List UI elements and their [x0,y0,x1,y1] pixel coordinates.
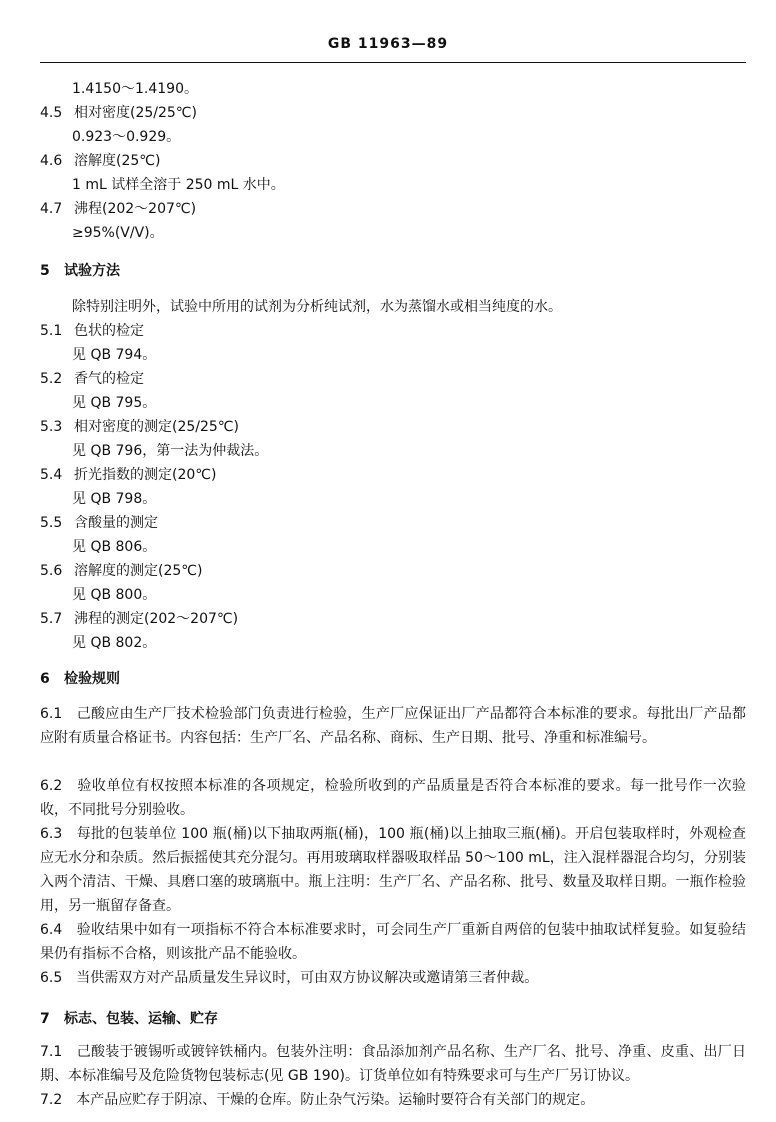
clause-5-3 [40,418,746,436]
section-number: 5 [40,263,50,279]
clause-number: 5.5 [40,515,63,531]
clause-title: 溶解度(25℃) [74,153,161,169]
refractive-index-value: 1.4150～1.4190。 [72,81,198,97]
clause-5-1-value: 见 QB 794。 [72,347,157,363]
section-number: 7 [40,1011,50,1027]
clause-title: 相对密度(25/25℃) [74,105,197,121]
clause-title: 溶解度的测定(25℃) [74,563,203,579]
clause-6-4: 6.4 验收结果中如有一项指标不符合本标准要求时，可会同生产厂重新自两倍的包装中抽取试样复验。如复验结果仍有指标不合格，则该批产品不能验收。 [40,922,746,962]
clause-title: 色状的检定 [74,323,144,339]
clause-5-2-value: 见 QB 795。 [72,395,157,411]
section-6-heading [40,670,746,688]
section-title: 标志、包装、运输、贮存 [64,1011,218,1027]
clause-4-6-value: 1 mL 试样全溶于 250 mL 水中。 [72,177,285,193]
clause-6-5: 6.5 当供需双方对产品质量发生异议时，可由双方协议解决或邀请第三者仲裁。 [40,970,539,986]
clause-4-7 [40,200,746,218]
section-title: 检验规则 [64,671,120,687]
clause-number: 5.1 [40,323,63,339]
clause-5-3-value: 见 QB 796，第一法为仲裁法。 [72,443,269,459]
clause-5-2 [40,370,746,388]
section-number: 6 [40,671,50,687]
section-5-intro: 除特别注明外，试验中所用的试剂为分析纯试剂，水为蒸馏水或相当纯度的水。 [72,299,562,315]
clause-7-2: 7.2 本产品应贮存于阴凉、干燥的仓库。防止杂气污染。运输时要符合有关部门的规定。 [40,1092,595,1108]
clause-number: 4.5 [40,105,63,121]
header-rule [40,62,746,63]
clause-title: 含酸量的测定 [74,515,158,531]
section-5-heading [40,262,746,280]
clause-4-7-value: ≥95%(V/V)。 [72,225,164,241]
clause-5-5-value: 见 QB 806。 [72,539,157,555]
section-title: 试验方法 [64,263,120,279]
clause-6-1: 6.1 己酸应由生产厂技术检验部门负责进行检验，生产厂应保证出厂产品都符合本标准的要求。每批出厂产品都应附有质量合格证书。内容包括：生产厂名、产品名称、商标、生产日期、批号、净重和标准编号。 [40,706,746,746]
clause-5-4-value: 见 QB 798。 [72,491,157,507]
clause-5-5 [40,514,746,532]
clause-4-6 [40,152,746,170]
page-header: GB 11963—89 [327,36,449,52]
clause-number: 4.6 [40,153,63,169]
clause-5-7-value: 见 QB 802。 [72,635,157,651]
clause-number: 5.3 [40,419,63,435]
clause-5-7 [40,610,746,628]
clause-number: 5.6 [40,563,63,579]
section-7-heading [40,1010,746,1028]
clause-5-6-value: 见 QB 800。 [72,587,157,603]
clause-number: 5.2 [40,371,63,387]
clause-title: 香气的检定 [74,371,144,387]
clause-6-3: 6.3 每批的包装单位 100 瓶(桶)以下抽取两瓶(桶)，100 瓶(桶)以上抽取三瓶(桶)。开启包装取样时，外观检查应无水分和杂质。然后振摇使其充分混匀。再用玻璃取样器吸取样品 50～100 mL，注入混样器混合均匀，分别装入两个清洁、干燥、具磨口塞的玻璃瓶中。瓶上注明：生产厂名、产品名称、批号、数量及取样日期。一瓶作检验用，另一瓶留存备查。 [40,826,746,914]
clause-7-1: 7.1 己酸装于镀锡听或镀锌铁桶内。包装外注明：食品添加剂产品名称、生产厂名、批号、净重、皮重、出厂日期、本标准编号及危险货物包装标志(见 GB 190)。订货单位如有特殊要求可与生产厂另订协议。 [40,1044,746,1084]
clause-title: 沸程的测定(202～207℃) [74,611,239,627]
clause-number: 5.7 [40,611,63,627]
clause-number: 4.7 [40,201,63,217]
clause-number: 5.4 [40,467,63,483]
clause-title: 沸程(202～207℃) [74,201,197,217]
clause-6-2: 6.2 验收单位有权按照本标准的各项规定，检验所收到的产品质量是否符合本标准的要求。每一批号作一次验收，不同批号分别验收。 [40,778,746,818]
clause-5-6 [40,562,746,580]
clause-5-1 [40,322,746,340]
clause-title: 相对密度的测定(25/25℃) [74,419,239,435]
clause-4-5-value: 0.923～0.929。 [72,129,181,145]
clause-title: 折光指数的测定(20℃) [74,467,217,483]
clause-4-5 [40,104,746,122]
clause-5-4 [40,466,746,484]
